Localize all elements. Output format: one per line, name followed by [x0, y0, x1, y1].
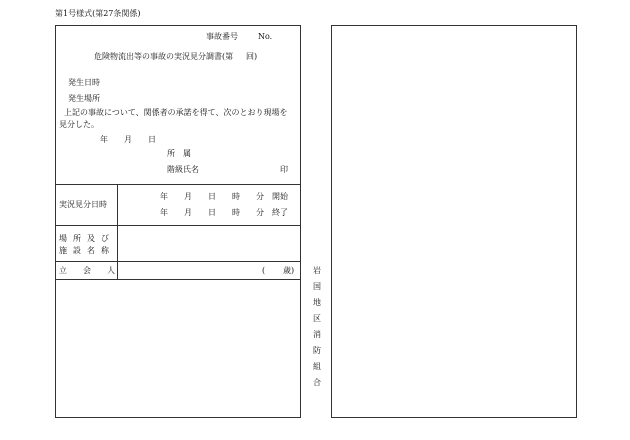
- org-char-1: 岩: [313, 266, 321, 275]
- table-rule-3: [55, 261, 301, 262]
- table-rule-2: [55, 225, 301, 226]
- end-hour: 時: [232, 208, 240, 217]
- start-month: 月: [184, 192, 192, 201]
- table-top-rule: [55, 184, 301, 185]
- start-hour: 時: [232, 192, 240, 201]
- date-year: 年: [100, 135, 108, 144]
- statement-line-2: 見分した。: [59, 120, 99, 129]
- start-label: 開始: [272, 192, 288, 201]
- inspection-datetime-label: 実況見分日時: [59, 200, 107, 209]
- end-label: 終了: [272, 208, 288, 217]
- org-char-7: 組: [313, 362, 321, 371]
- age-close-label: 歳): [283, 266, 295, 275]
- occurrence-datetime-label: 発生日時: [68, 78, 100, 87]
- occurrence-place-label: 発生場所: [68, 94, 100, 103]
- affiliation-label: 所 属: [167, 149, 191, 158]
- org-char-6: 防: [313, 346, 321, 355]
- start-minute: 分: [256, 192, 264, 201]
- start-year: 年: [160, 192, 168, 201]
- table-rule-4: [55, 279, 301, 280]
- end-month: 月: [184, 208, 192, 217]
- table-column-divider: [117, 184, 118, 279]
- statement-line-1: 上記の事故について、関係者の承諾を得て、次のとおり現場を: [64, 108, 288, 117]
- form-label: 第1号様式(第27条関係): [55, 9, 141, 18]
- seal-mark: 印: [280, 165, 288, 174]
- attachment-box: [331, 25, 577, 418]
- org-char-2: 国: [313, 282, 321, 291]
- location-label-line-1: [59, 235, 113, 243]
- location-label-line-2: [59, 247, 113, 255]
- witness-label: 立会人: [59, 266, 131, 275]
- number-abbrev: No.: [258, 32, 273, 41]
- incident-number-label: 事故番号: [206, 32, 238, 41]
- location-label-char: 場所及び: [59, 234, 115, 243]
- end-day: 日: [208, 208, 216, 217]
- end-minute: 分: [256, 208, 264, 217]
- org-char-3: 地: [313, 298, 321, 307]
- end-year: 年: [160, 208, 168, 217]
- facility-label-char: 施設名称: [59, 246, 115, 255]
- date-day: 日: [148, 135, 156, 144]
- date-month: 月: [124, 135, 132, 144]
- age-open-paren: (: [262, 266, 266, 275]
- org-char-4: 区: [313, 314, 321, 323]
- org-char-5: 消: [313, 330, 321, 339]
- start-day: 日: [208, 192, 216, 201]
- document-title-suffix: 回): [246, 52, 258, 61]
- document-title-prefix: 危険物流出等の事故の実況見分調書(第: [94, 52, 234, 61]
- rank-name-label: 階級氏名: [167, 165, 199, 174]
- org-char-8: 合: [313, 378, 321, 387]
